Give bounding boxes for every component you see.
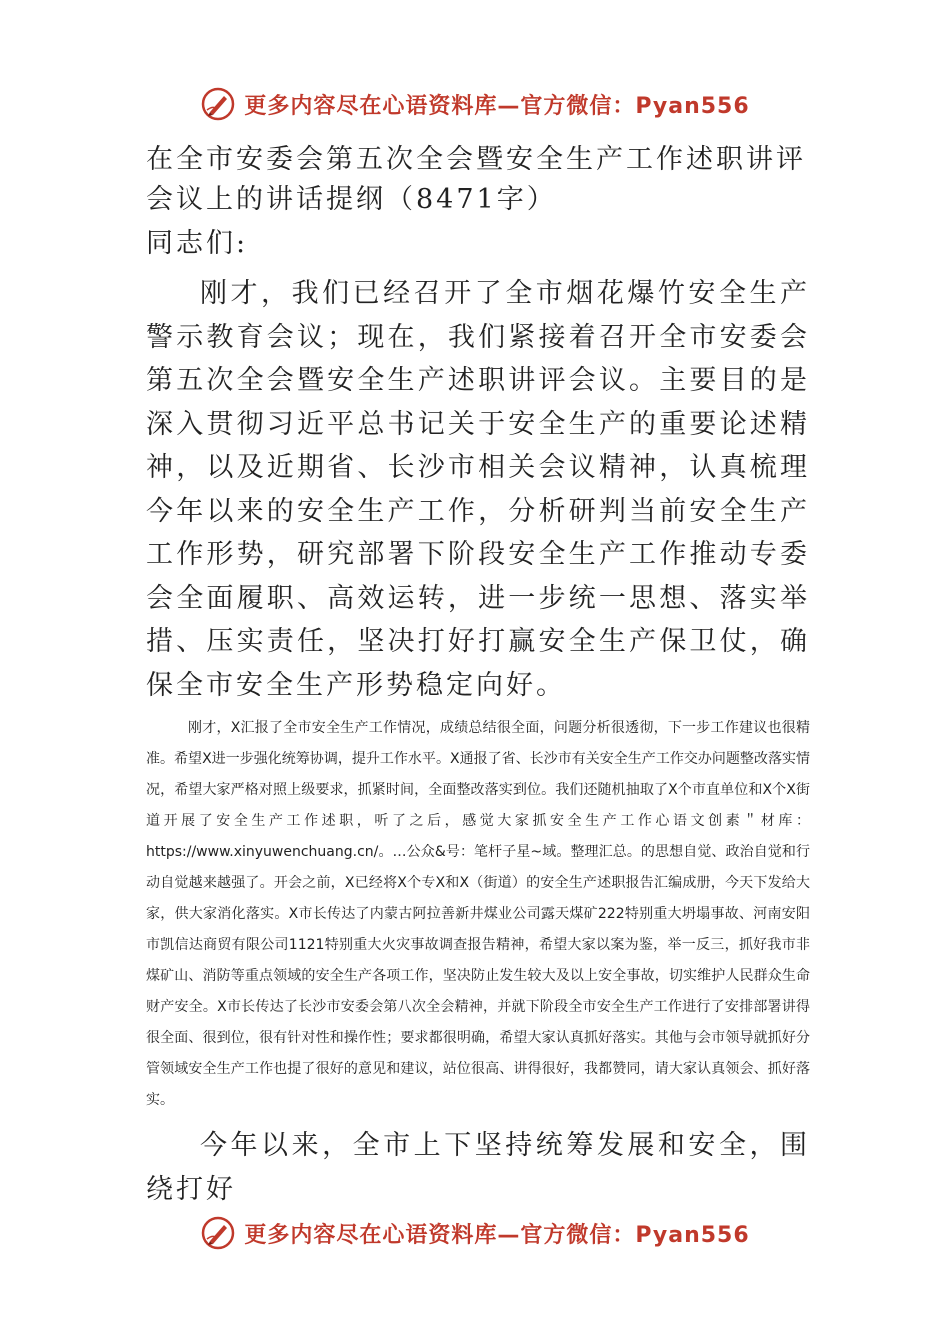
watermark-text: 更多内容尽在心语资料库—官方微信：Pyan556 bbox=[244, 93, 750, 119]
watermark-text: 更多内容尽在心语资料库—官方微信：Pyan556 bbox=[244, 1222, 750, 1248]
paragraph-review: 刚才，X汇报了全市安全生产工作情况，成绩总结很全面，问题分析很透彻，下一步工作建议也很精准。希望X进一步强化统筹协调，提升工作水平。X通报了省、长沙市有关安全生产工作交办问题整改落实情况，希望大家严格对照上级要求，抓紧时间，全面整改落实到位。我们还随机抽取了X个市直单位和X个X街道开展了安全生产工作述职，听了之后，感觉大家抓安全生产工作心语文创素＂材库：https://www.xinyuwenchuang.cn/。…公众&号：笔杆子星~域。整理汇总。的思想自觉、政治自觉和行动自觉越来越强了。开会之前，X已经将X个专X和X（街道）的安全生产述职报告汇编成册，今天下发给大家，供大家消化落实。X市长传达了内蒙古阿拉善新井煤业公司露天煤矿222特别重大坍塌事故、河南安阳市凯信达商贸有限公司1121特别重大火灾事故调查报告精神，希望大家以案为鉴，举一反三，抓好我市非煤矿山、消防等重点领域的安全生产各项工作，坚决防止发生较大及以上安全事故，切实维护人民群众生命财产安全。X市长传达了长沙市安委会第八次全会精神，并就下阶段全市安全生产工作进行了安排部署讲得很全面、很到位，很有针对性和操作性；要求都很明确，希望大家认真抓好落实。其他与会市领导就抓好分管领域安全生产工作也提了很好的意见和建议，站位很高、讲得很好，我都赞同，请大家认真领会、抓好落实。 bbox=[146, 720, 810, 1108]
pen-logo-icon bbox=[200, 86, 236, 122]
greeting: 同志们: bbox=[146, 228, 249, 259]
paragraph-opening: 刚才，我们已经召开了全市烟花爆竹安全生产警示教育会议；现在，我们紧接着召开全市安委会第五次全会暨安全生产述职讲评会议。主要目的是深入贯彻习近平总书记关于安全生产的重要论述精神，以及近期省、长沙市相关会议精神，认真梳理今年以来的安全生产工作，分析研判当前安全生产工作形势，研究部署下阶段安全生产工作推动专委会全面履职、高效运转，进一步统一思想、落实举措、压实责任，坚决打好打赢安全生产保卫仗，确保全市安全生产形势稳定向好。 bbox=[146, 278, 810, 701]
paragraph-continuation: 今年以来，全市上下坚持统筹发展和安全，围绕打好 bbox=[146, 1130, 810, 1205]
footer-watermark bbox=[0, 1213, 950, 1253]
pen-logo-icon bbox=[200, 1215, 236, 1251]
document-body bbox=[146, 140, 810, 1211]
page-title: 在全市安委会第五次全会暨安全生产工作述职讲评会议上的讲话提纲（8471字） bbox=[146, 144, 806, 215]
header-watermark bbox=[0, 84, 950, 124]
